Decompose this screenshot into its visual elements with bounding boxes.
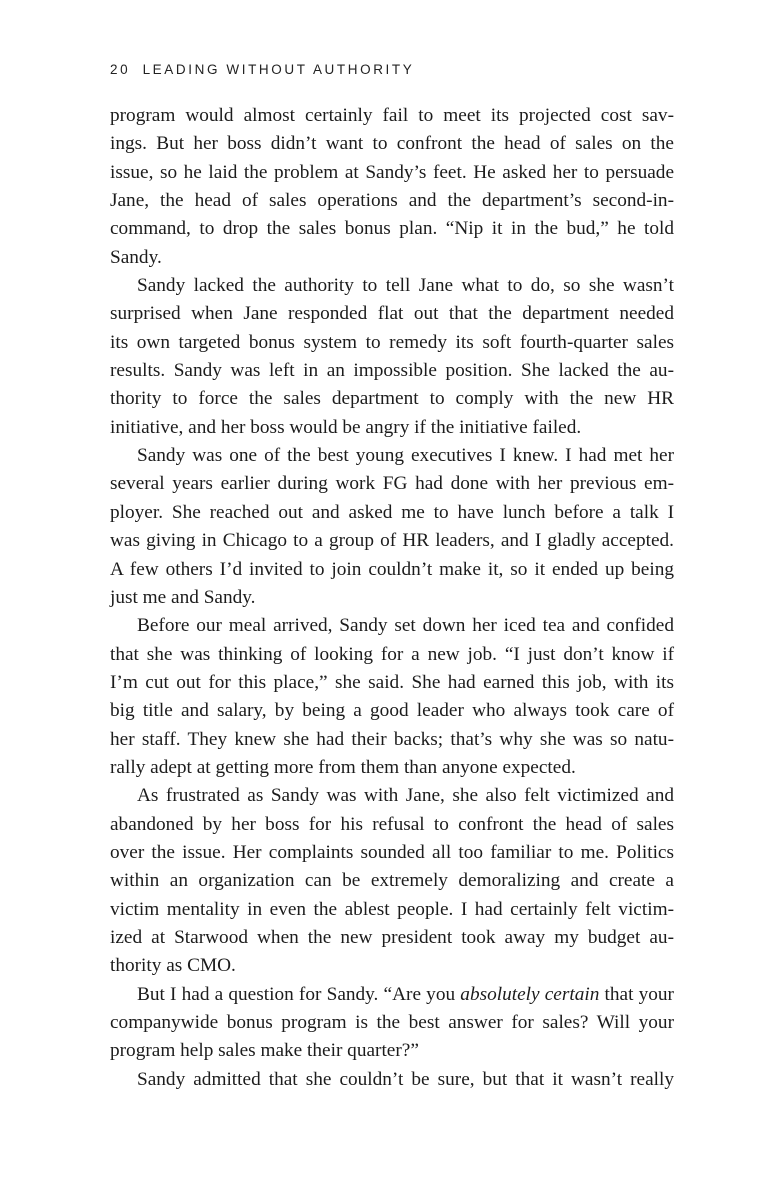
text-line: A few others I’d invited to join couldn’t make it, so it ended up being	[110, 558, 674, 580]
text-line: I’m cut out for this place,” she said. She had earned this job, with its	[110, 671, 674, 693]
running-head	[110, 62, 414, 77]
text-line: ployer. She reached out and asked me to have lunch before a talk I	[110, 501, 674, 523]
paragraph	[110, 442, 674, 612]
body-text	[110, 102, 674, 1094]
text-line: thority as CMO.	[110, 955, 236, 977]
text-line: Sandy was one of the best young executives I knew. I had met her	[137, 445, 674, 467]
text-line: ings. But her boss didn’t want to confront the head of sales on the	[110, 133, 674, 155]
text-line: ized at Starwood when the new president took away my budget au-	[110, 926, 674, 948]
text-line: rally adept at getting more from them than anyone expected.	[110, 756, 576, 778]
page-number: 20	[110, 62, 131, 77]
text-line: Sandy.	[110, 246, 162, 268]
text-line: her staff. They knew she had their backs; that’s why she was so natu-	[110, 728, 674, 750]
text-line: surprised when Jane responded flat out that the department needed	[110, 303, 674, 325]
text-line	[110, 981, 674, 1009]
text-line: that she was thinking of looking for a new job. “I just don’t know if	[110, 643, 674, 665]
text-run: that your	[599, 983, 674, 1005]
text-line: program help sales make their quarter?”	[110, 1040, 419, 1062]
text-line: initiative, and her boss would be angry if the initiative failed.	[110, 416, 582, 438]
paragraph	[110, 612, 674, 782]
text-line: thority to force the sales department to comply with the new HR	[110, 388, 674, 410]
text-line: As frustrated as Sandy was with Jane, she also felt victimized and	[137, 785, 674, 807]
text-line: Sandy admitted that she couldn’t be sure, but that it wasn’t really	[137, 1068, 674, 1090]
text-line: victim mentality in even the ablest people. I had certainly felt victim-	[110, 898, 674, 920]
text-line: abandoned by her boss for his refusal to confront the head of sales	[110, 813, 674, 835]
text-line: was giving in Chicago to a group of HR leaders, and I gladly accepted.	[110, 530, 674, 552]
paragraph	[110, 1066, 674, 1094]
paragraph	[110, 782, 674, 980]
text-line: its own targeted bonus system to remedy its soft fourth-quarter sales	[110, 331, 674, 353]
text-line: program would almost certainly fail to meet its projected cost sav-	[110, 105, 674, 126]
text-line: within an organization can be extremely demoralizing and create a	[110, 870, 674, 892]
text-line: just me and Sandy.	[110, 586, 256, 608]
text-line: results. Sandy was left in an impossible position. She lacked the au-	[110, 360, 674, 382]
paragraph	[110, 272, 674, 442]
text-run: But I had a question for Sandy. “Are you	[137, 983, 461, 1005]
emphasis-text: absolutely certain	[460, 983, 600, 1005]
paragraph	[110, 102, 674, 272]
paragraph	[110, 981, 674, 1066]
text-line: Before our meal arrived, Sandy set down her iced tea and confided	[137, 615, 674, 637]
text-line: companywide bonus program is the best answer for sales? Will your	[110, 1012, 674, 1033]
text-line: Jane, the head of sales operations and the department’s second-in-	[110, 190, 674, 212]
text-line: over the issue. Her complaints sounded all too familiar to me. Politics	[110, 841, 674, 863]
text-line: issue, so he laid the problem at Sandy’s feet. He asked her to persuade	[110, 161, 674, 183]
text-line: Sandy lacked the authority to tell Jane what to do, so she wasn’t	[137, 275, 674, 297]
text-line: several years earlier during work FG had done with her previous em-	[110, 473, 674, 495]
text-line: command, to drop the sales bonus plan. “Nip it in the bud,” he told	[110, 218, 674, 240]
running-head-title: LEADING WITHOUT AUTHORITY	[142, 62, 415, 77]
text-line: big title and salary, by being a good leader who always took care of	[110, 700, 674, 722]
